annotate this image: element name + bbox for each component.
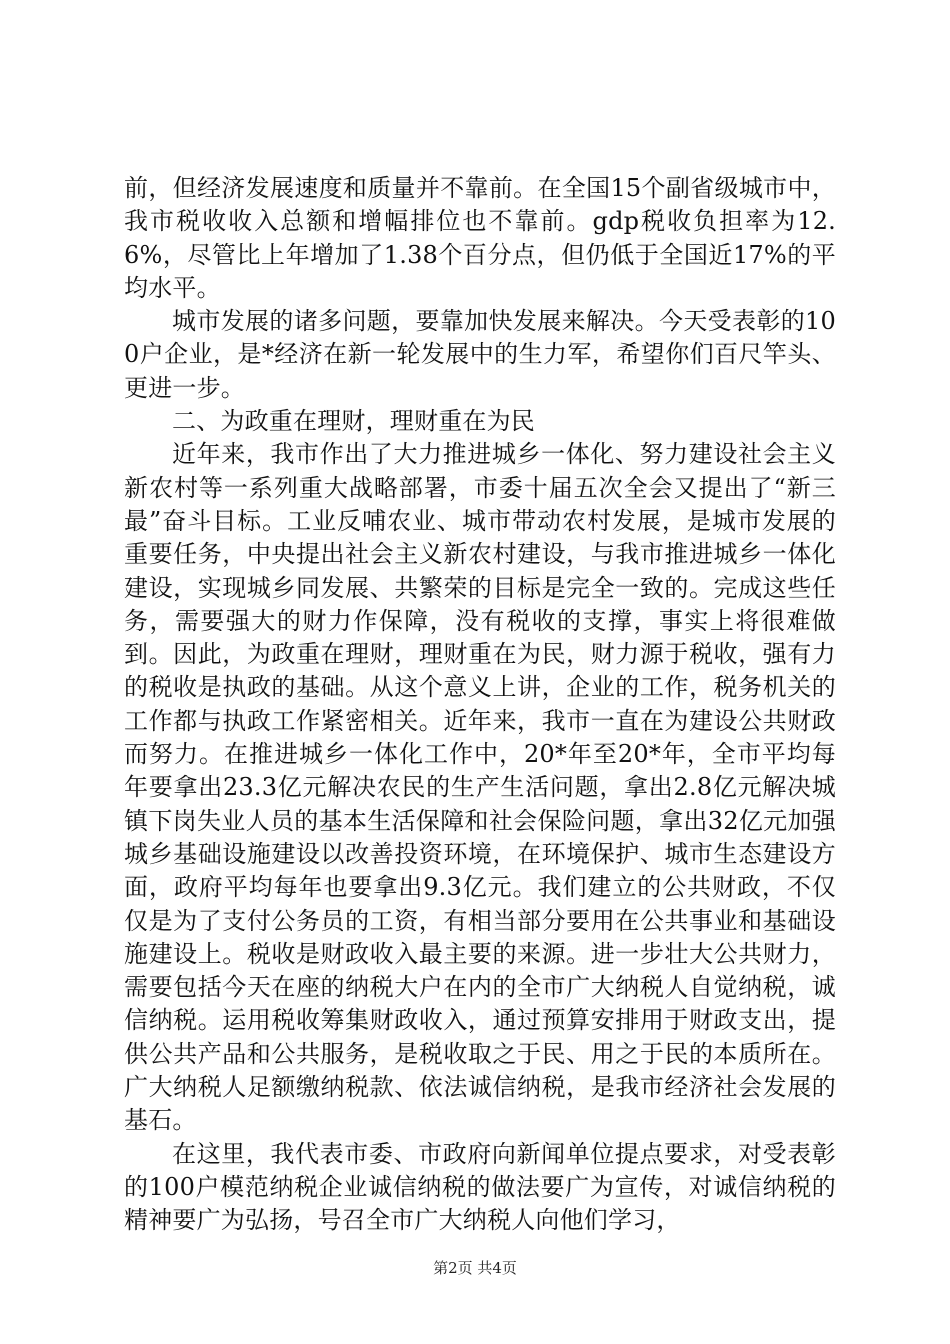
paragraph-media-request: 在这里，我代表市委、市政府向新闻单位提点要求，对受表彰的100户模范纳税企业诚信纳税的做法要广为宣传，对诚信纳税的精神要广为弘扬，号召全市广大纳税人向他们学习， — [124, 1139, 836, 1235]
paragraph-public-finance: 近年来，我市作出了大力推进城乡一体化、努力建设社会主义新农村等一系列重大战略部署，市委十届五次全会又提出了“新三最”奋斗目标。工业反哺农业、城市带动农村发展，是城市发展的重要任务，中央提出社会主义新农村建设，与我市推进城乡一体化建设，实现城乡同发展、共繁荣的目标是完全一致的。完成这些任务，需要强大的财力作保障，没有税收的支撑，事实上将很难做到。因此，为政重在理财，理财重在为民，财力源于税收，强有力的税收是执政的基础。从这个意义上讲，企业的工作，税务机关的工作都与执政工作紧密相关。近年来，我市一直在为建设公共财政而努力。在推进城乡一体化工作中，20*年至20*年，全市平均每年要拿出23.3亿元解决农民的生产生活问题，拿出2.8亿元解决城镇下岗失业人员的基本生活保障和社会保险问题，拿出32亿元加强城乡基础设施建设以改善投资环境，在环境保护、城市生态建设方面，政府平均每年也要拿出9.3亿元。我们建立的公共财政，不仅仅是为了支付公务员的工资，有相当部分要用在公共事业和基础设施建设上。税收是财政收入最主要的来源。进一步壮大公共财力，需要包括今天在座的纳税大户在内的全市广大纳税人自觉纳税，诚信纳税。运用税收筹集财政收入，通过预算安排用于财政支出，提供公共产品和公共服务，是税收取之于民、用之于民的本质所在。广大纳税人足额缴纳税款、依法诚信纳税，是我市经济社会发展的基石。 — [124, 440, 836, 1135]
paragraph-development: 城市发展的诸多问题，要靠加快发展来解决。今天受表彰的100户企业，是*经济在新一轮发展中的生力军，希望你们百尺竿头、更进一步。 — [124, 307, 836, 402]
section-heading-two: 二、为政重在理财，理财重在为民 — [172, 407, 535, 436]
paragraph-continuation: 前，但经济发展速度和质量并不靠前。在全国15个副省级城市中，我市税收收入总额和增幅排位也不靠前。gdp税收负担率为12.6%，尽管比上年增加了1.38个百分点，但仍低于全国近17%的平均水平。 — [124, 174, 836, 302]
page-number-footer: 第2页 共4页 — [433, 1259, 517, 1277]
document-body — [124, 172, 836, 1238]
